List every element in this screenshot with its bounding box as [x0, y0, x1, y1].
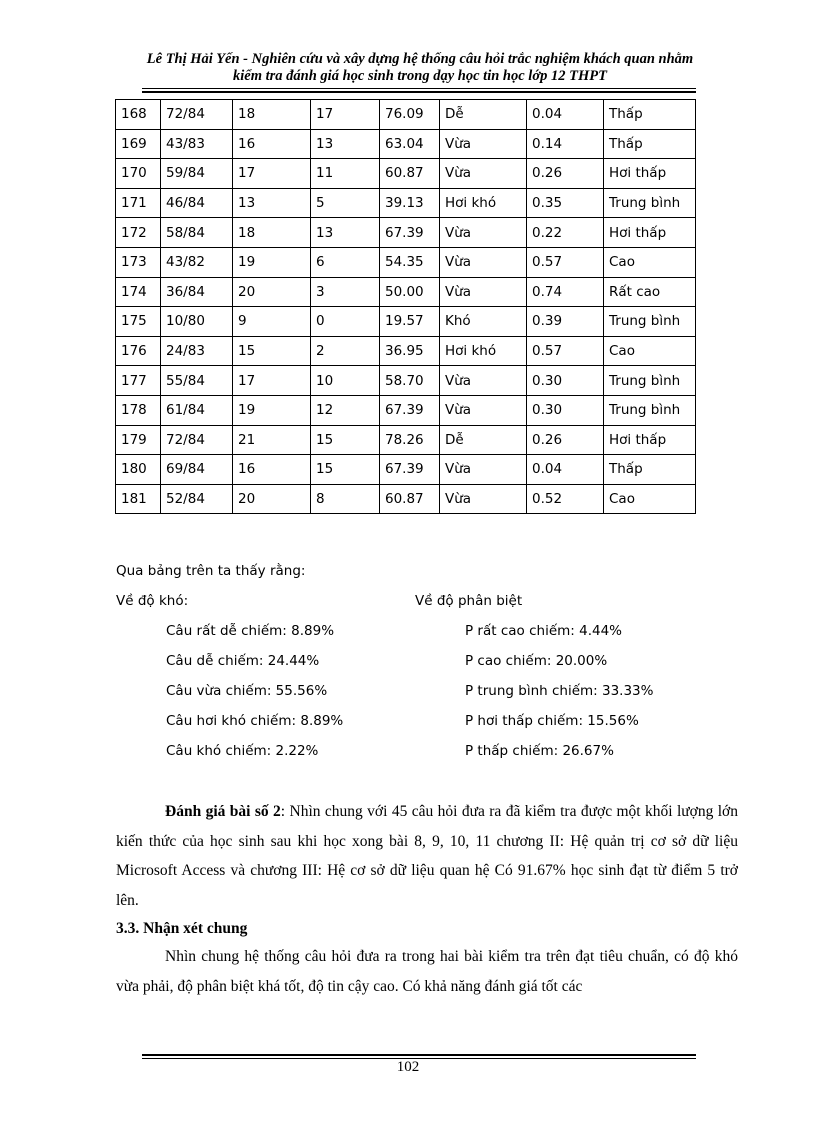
table-cell: 55/84	[161, 366, 233, 396]
table-cell: Vừa	[440, 455, 527, 485]
results-table	[115, 99, 696, 514]
table-row	[116, 307, 696, 337]
table-cell: 11	[311, 159, 380, 189]
table-row	[116, 484, 696, 514]
table-cell: 179	[116, 425, 161, 455]
table-cell: Trung bình	[604, 366, 696, 396]
table-cell: 17	[233, 159, 311, 189]
table-cell: 15	[311, 425, 380, 455]
table-cell: Vừa	[440, 159, 527, 189]
table-cell: 0.35	[527, 188, 604, 218]
table-cell: 20	[233, 484, 311, 514]
table-cell: Dễ	[440, 425, 527, 455]
table-row	[116, 247, 696, 277]
table-cell: 168	[116, 100, 161, 130]
table-cell: 19.57	[380, 307, 440, 337]
table-cell: 52/84	[161, 484, 233, 514]
table-cell: 60.87	[380, 159, 440, 189]
table-cell: 18	[233, 100, 311, 130]
table-row	[116, 100, 696, 130]
evaluation-text: : Nhìn chung với 45 câu hỏi đưa ra đã kiểm tra được một khối lượng lớn kiến thức của học sinh sau khi học xong bài 8, 9, 10, 11 chương II: Hệ quản trị cơ sở dữ liệu Microsoft Access và chương III: Hệ cơ sở dữ liệu quan hệ Có 91.67% học sinh đạt từ điểm 5 trở lên.	[116, 803, 738, 910]
table-cell: 15	[311, 455, 380, 485]
table-cell: Vừa	[440, 218, 527, 248]
table-cell: 43/83	[161, 129, 233, 159]
table-cell: 46/84	[161, 188, 233, 218]
table-cell: 181	[116, 484, 161, 514]
table-cell: 171	[116, 188, 161, 218]
table-cell: 0.30	[527, 366, 604, 396]
difficulty-item: Câu rất dễ chiếm: 8.89%	[166, 623, 335, 639]
table-cell: Thấp	[604, 100, 696, 130]
difficulty-item: Câu dễ chiếm: 24.44%	[166, 653, 320, 669]
evaluation-label: Đánh giá bài số 2	[165, 803, 281, 820]
discrimination-item: P thấp chiếm: 26.67%	[465, 743, 614, 759]
table-cell: 177	[116, 366, 161, 396]
table-cell: Thấp	[604, 129, 696, 159]
table-cell: Trung bình	[604, 395, 696, 425]
difficulty-item: Câu hơi khó chiếm: 8.89%	[166, 713, 344, 729]
table-cell: Vừa	[440, 395, 527, 425]
table-cell: 180	[116, 455, 161, 485]
table-row	[116, 129, 696, 159]
table-cell: Hơi khó	[440, 188, 527, 218]
table-cell: Cao	[604, 484, 696, 514]
table-cell: 0.30	[527, 395, 604, 425]
table-cell: 58/84	[161, 218, 233, 248]
table-cell: 63.04	[380, 129, 440, 159]
table-cell: 69/84	[161, 455, 233, 485]
table-row	[116, 425, 696, 455]
table-cell: 10/80	[161, 307, 233, 337]
table-cell: 12	[311, 395, 380, 425]
table-cell: Dễ	[440, 100, 527, 130]
header-rule	[142, 88, 696, 89]
table-cell: 175	[116, 307, 161, 337]
table-cell: 2	[311, 336, 380, 366]
table-cell: Vừa	[440, 484, 527, 514]
table-cell: 58.70	[380, 366, 440, 396]
table-cell: 13	[311, 218, 380, 248]
evaluation-paragraph	[116, 797, 738, 916]
summary-intro: Qua bảng trên ta thấy rằng:	[116, 563, 306, 579]
table-row	[116, 366, 696, 396]
section-heading: 3.3. Nhận xét chung	[116, 920, 248, 937]
table-cell: 0.04	[527, 100, 604, 130]
table-cell: 76.09	[380, 100, 440, 130]
table-cell: Cao	[604, 247, 696, 277]
table-cell: 72/84	[161, 425, 233, 455]
table-cell: 50.00	[380, 277, 440, 307]
table-cell: Hơi thấp	[604, 159, 696, 189]
table-cell: 39.13	[380, 188, 440, 218]
table-cell: 176	[116, 336, 161, 366]
table-cell: 0.26	[527, 159, 604, 189]
header-line-1: Lê Thị Hải Yến - Nghiên cứu và xây dựng hệ thống câu hỏi trắc nghiệm khách quan nhằm	[146, 51, 694, 67]
difficulty-heading: Về độ khó:	[116, 593, 189, 609]
table-cell: 173	[116, 247, 161, 277]
table-cell: 0.14	[527, 129, 604, 159]
table-cell: 13	[233, 188, 311, 218]
discrimination-item: P trung bình chiếm: 33.33%	[465, 683, 654, 699]
table-cell: 9	[233, 307, 311, 337]
footer-rule-thick	[142, 1054, 696, 1056]
table-cell: 24/83	[161, 336, 233, 366]
table-cell: 0.74	[527, 277, 604, 307]
table-cell: Vừa	[440, 247, 527, 277]
table-cell: 8	[311, 484, 380, 514]
discrimination-heading: Về độ phân biệt	[415, 593, 523, 609]
table-cell: Vừa	[440, 366, 527, 396]
table-cell: 17	[311, 100, 380, 130]
header-rule-thick	[142, 91, 696, 93]
section-paragraph: Nhìn chung hệ thống câu hỏi đưa ra trong hai bài kiểm tra trên đạt tiêu chuẩn, có độ khó vừa phải, độ phân biệt khá tốt, độ tin cậy cao. Có khả năng đánh giá tốt các	[116, 948, 738, 995]
table-row	[116, 218, 696, 248]
table-cell: 169	[116, 129, 161, 159]
table-cell: 0.57	[527, 247, 604, 277]
table-cell: 0.04	[527, 455, 604, 485]
table-cell: Trung bình	[604, 188, 696, 218]
table-cell: Vừa	[440, 129, 527, 159]
table-cell: 17	[233, 366, 311, 396]
table-cell: Vừa	[440, 277, 527, 307]
discrimination-item: P hơi thấp chiếm: 15.56%	[465, 713, 639, 729]
table-cell: 13	[311, 129, 380, 159]
table-cell: 16	[233, 455, 311, 485]
table-row	[116, 336, 696, 366]
table-cell: Hơi khó	[440, 336, 527, 366]
table-cell: 19	[233, 247, 311, 277]
table-cell: 61/84	[161, 395, 233, 425]
header-line-2: kiểm tra đánh giá học sinh trong dạy học tin học lớp 12 THPT	[233, 68, 607, 84]
table-cell: 36.95	[380, 336, 440, 366]
table-cell: Trung bình	[604, 307, 696, 337]
table-cell: 67.39	[380, 455, 440, 485]
table-row	[116, 159, 696, 189]
table-cell: 18	[233, 218, 311, 248]
table-cell: Hơi thấp	[604, 218, 696, 248]
table-cell: 54.35	[380, 247, 440, 277]
table-cell: Rất cao	[604, 277, 696, 307]
table-cell: 172	[116, 218, 161, 248]
table-cell: Cao	[604, 336, 696, 366]
table-row	[116, 395, 696, 425]
discrimination-item: P rất cao chiếm: 4.44%	[465, 623, 622, 639]
table-cell: Hơi thấp	[604, 425, 696, 455]
table-cell: 170	[116, 159, 161, 189]
table-body	[116, 100, 696, 514]
table-row	[116, 455, 696, 485]
table-cell: 20	[233, 277, 311, 307]
running-header	[100, 51, 740, 85]
table-cell: 6	[311, 247, 380, 277]
table-cell: 0.52	[527, 484, 604, 514]
difficulty-item: Câu vừa chiếm: 55.56%	[166, 683, 328, 699]
table-cell: 0.39	[527, 307, 604, 337]
table-cell: Khó	[440, 307, 527, 337]
table-cell: 5	[311, 188, 380, 218]
table-cell: 60.87	[380, 484, 440, 514]
table-cell: 43/82	[161, 247, 233, 277]
table-cell: 15	[233, 336, 311, 366]
table-cell: 36/84	[161, 277, 233, 307]
table-cell: 72/84	[161, 100, 233, 130]
table-cell: 67.39	[380, 395, 440, 425]
discrimination-item: P cao chiếm: 20.00%	[465, 653, 608, 669]
table-cell: 174	[116, 277, 161, 307]
difficulty-item: Câu khó chiếm: 2.22%	[166, 743, 319, 759]
table-cell: 0.22	[527, 218, 604, 248]
table-row	[116, 277, 696, 307]
table-cell: 0	[311, 307, 380, 337]
table-cell: 59/84	[161, 159, 233, 189]
table-cell: 78.26	[380, 425, 440, 455]
table-cell: 3	[311, 277, 380, 307]
table-cell: 67.39	[380, 218, 440, 248]
page-number: 102	[396, 1059, 420, 1075]
table-cell: 0.26	[527, 425, 604, 455]
table-cell: 0.57	[527, 336, 604, 366]
table-cell: 10	[311, 366, 380, 396]
table-cell: Thấp	[604, 455, 696, 485]
table-cell: 16	[233, 129, 311, 159]
table-row	[116, 188, 696, 218]
table-cell: 19	[233, 395, 311, 425]
table-cell: 178	[116, 395, 161, 425]
table-cell: 21	[233, 425, 311, 455]
